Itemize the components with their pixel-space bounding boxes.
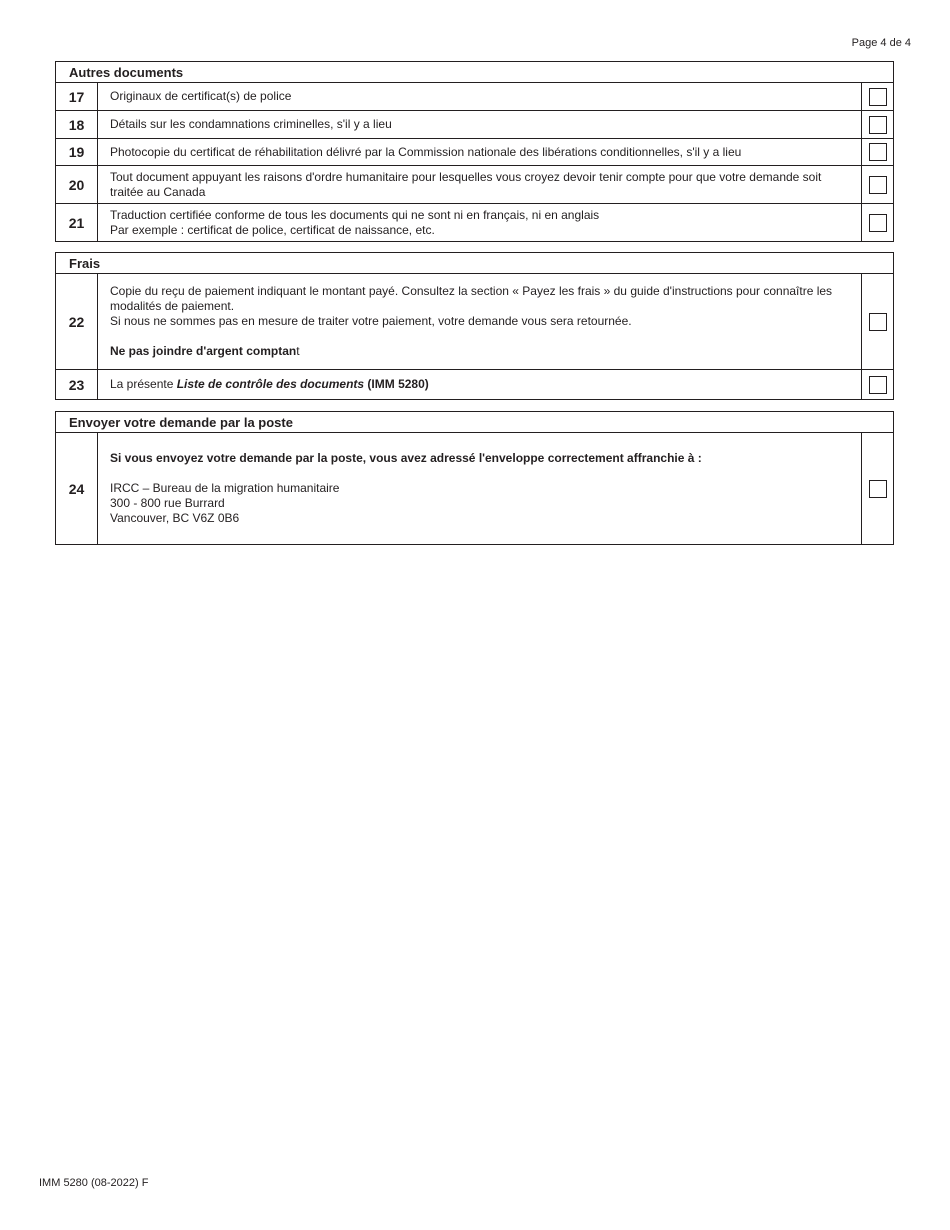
address-line-2: 300 - 800 rue Burrard: [110, 496, 225, 510]
checklist-row-24: [56, 433, 893, 544]
item-text-line-2: Si nous ne sommes pas en mesure de traiter votre paiement, votre demande vous sera retournée.: [110, 314, 632, 328]
item-text-line-1: Copie du reçu de paiement indiquant le montant payé. Consultez la section « Payez les frais » du guide d'instructions pour connaître les modalités de paiement.: [110, 284, 833, 313]
item-number: 20: [56, 166, 98, 203]
address-line-1: IRCC – Bureau de la migration humanitaire: [110, 481, 340, 495]
checkbox-cell: [861, 433, 893, 544]
checkbox-cell: [861, 204, 893, 241]
checkbox-cell: [861, 166, 893, 203]
item-number: 21: [56, 204, 98, 241]
item-19-checkbox[interactable]: [869, 143, 887, 161]
item-21-checkbox[interactable]: [869, 214, 887, 232]
item-description: [98, 83, 861, 110]
checkbox-cell: [861, 274, 893, 369]
item-text-line-1: Traduction certifiée conforme de tous les documents qui ne sont ni en français, ni en anglais: [110, 207, 600, 222]
item-description: [98, 274, 861, 369]
item-18-checkbox[interactable]: [869, 116, 887, 134]
item-description: [98, 139, 861, 165]
checklist-row-19: [56, 139, 893, 166]
form-code: IMM 5280 (08-2022) F: [39, 1177, 149, 1189]
address-line-3: Vancouver, BC V6Z 0B6: [110, 511, 240, 525]
item-number: 17: [56, 83, 98, 110]
item-text: Détails sur les condamnations criminelles, s'il y a lieu: [110, 117, 392, 131]
item-description: [98, 433, 861, 544]
checklist-row-21: [56, 204, 893, 241]
item-22-checkbox[interactable]: [869, 313, 887, 331]
item-text: [110, 377, 857, 392]
checklist-row-17: [56, 83, 893, 111]
document-title: Liste de contrôle des documents: [176, 377, 365, 391]
item-text-line-2: Par exemple : certificat de police, certificat de naissance, etc.: [110, 222, 435, 237]
section-fees: [55, 252, 894, 400]
item-number: 18: [56, 111, 98, 138]
page-number: Page 4 de 4: [851, 37, 911, 49]
spacer: [110, 466, 857, 481]
checklist-row-20: [56, 166, 893, 204]
item-description: [98, 111, 861, 138]
item-text: Tout document appuyant les raisons d'ordre humanitaire pour lesquelles vous croyez devoir tenir compte pour que votre demande soit traitée au Canada: [110, 169, 822, 199]
item-text-prefix: La présente: [110, 377, 177, 391]
item-description: [98, 204, 861, 241]
item-description: [98, 166, 861, 203]
item-20-checkbox[interactable]: [869, 176, 887, 194]
checkbox-cell: [861, 83, 893, 110]
section-other-documents: [55, 61, 894, 242]
item-23-checkbox[interactable]: [869, 376, 887, 394]
item-description: [98, 370, 861, 399]
item-number: 24: [56, 433, 98, 544]
section-title: Autres documents: [56, 62, 893, 83]
checklist-row-18: [56, 111, 893, 139]
item-note-bold: Ne pas joindre d'argent comptan: [110, 344, 297, 358]
item-24-checkbox[interactable]: [869, 480, 887, 498]
item-number: 19: [56, 139, 98, 165]
item-number: 23: [56, 370, 98, 399]
checklist-row-23: [56, 370, 893, 399]
item-note-tail: t: [296, 344, 300, 358]
item-heading: Si vous envoyez votre demande par la poste, vous avez adressé l'enveloppe correctement affranchie à :: [110, 451, 702, 465]
spacer: [110, 329, 857, 344]
checkbox-cell: [861, 139, 893, 165]
checklist-row-22: [56, 274, 893, 370]
item-text: Photocopie du certificat de réhabilitation délivré par la Commission nationale des libérations conditionnelles, s'il y a lieu: [110, 144, 742, 159]
checkbox-cell: [861, 370, 893, 399]
item-text: Originaux de certificat(s) de police: [110, 89, 292, 103]
item-17-checkbox[interactable]: [869, 88, 887, 106]
section-mail: [55, 411, 894, 545]
item-number: 22: [56, 274, 98, 369]
checkbox-cell: [861, 111, 893, 138]
form-code-ref: (IMM 5280): [364, 377, 429, 391]
section-title: Envoyer votre demande par la poste: [56, 412, 893, 433]
item-note: [110, 344, 857, 359]
section-title: Frais: [56, 253, 893, 274]
